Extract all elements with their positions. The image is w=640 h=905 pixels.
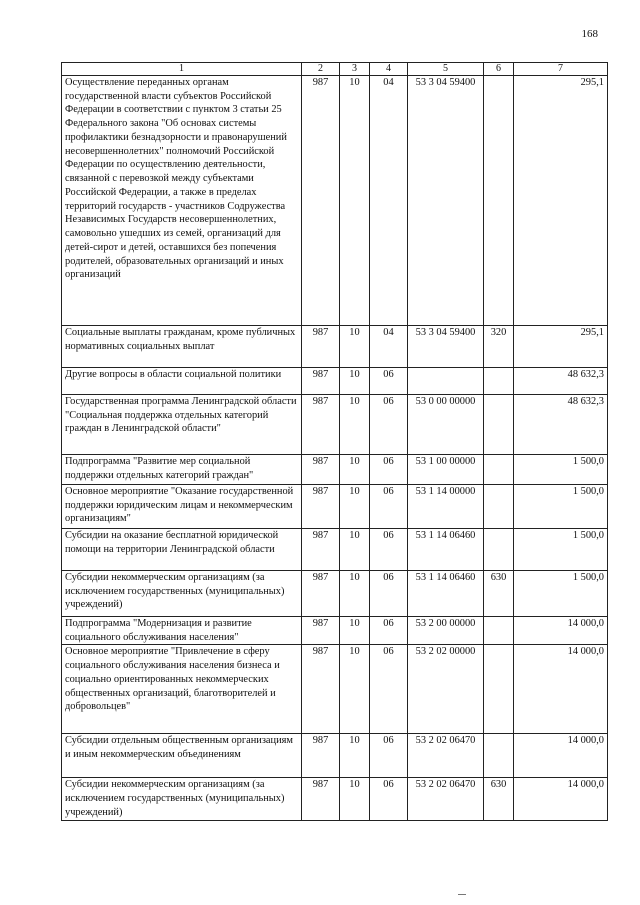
amount-cell: 48 632,3 xyxy=(514,395,608,455)
section-code-cell: 10 xyxy=(340,326,370,368)
table-header-row xyxy=(62,63,608,76)
amount-cell: 48 632,3 xyxy=(514,368,608,395)
expense-type-cell xyxy=(484,455,514,485)
expense-type-cell xyxy=(484,485,514,529)
target-article-cell: 53 1 14 06460 xyxy=(408,529,484,571)
ministry-code-cell: 987 xyxy=(302,734,340,778)
section-code-cell: 10 xyxy=(340,368,370,395)
subsection-code-cell: 06 xyxy=(370,395,408,455)
ministry-code-cell: 987 xyxy=(302,368,340,395)
amount-cell: 1 500,0 xyxy=(514,455,608,485)
subsection-code-cell: 06 xyxy=(370,778,408,821)
expense-type-cell xyxy=(484,645,514,734)
subsection-code-cell: 04 xyxy=(370,326,408,368)
ministry-code-cell: 987 xyxy=(302,455,340,485)
ministry-code-cell: 987 xyxy=(302,529,340,571)
row-name-cell: Подпрограмма "Модернизация и развитие социального обслуживания населения" xyxy=(62,617,302,645)
target-article-cell: 53 3 04 59400 xyxy=(408,76,484,326)
subsection-code-cell: 06 xyxy=(370,734,408,778)
expense-type-cell xyxy=(484,395,514,455)
expense-type-cell: 630 xyxy=(484,571,514,617)
table-row xyxy=(62,645,608,734)
section-code-cell: 10 xyxy=(340,734,370,778)
subsection-code-cell: 04 xyxy=(370,76,408,326)
expense-type-cell: 320 xyxy=(484,326,514,368)
table-row xyxy=(62,778,608,821)
page-number: 168 xyxy=(581,28,598,40)
row-name-cell: Основное мероприятие "Оказание государственной поддержки юридическим лицам и некоммерческим организациям" xyxy=(62,485,302,529)
subsection-code-cell: 06 xyxy=(370,571,408,617)
ministry-code-cell: 987 xyxy=(302,485,340,529)
section-code-cell: 10 xyxy=(340,76,370,326)
ministry-code-cell: 987 xyxy=(302,395,340,455)
row-name-cell: Подпрограмма "Развитие мер социальной поддержки отдельных категорий граждан" xyxy=(62,455,302,485)
target-article-cell: 53 1 14 06460 xyxy=(408,571,484,617)
section-code-cell: 10 xyxy=(340,395,370,455)
table-row xyxy=(62,734,608,778)
column-header-6: 6 xyxy=(484,63,514,76)
ministry-code-cell: 987 xyxy=(302,645,340,734)
target-article-cell xyxy=(408,368,484,395)
target-article-cell: 53 1 14 00000 xyxy=(408,485,484,529)
section-code-cell: 10 xyxy=(340,455,370,485)
ministry-code-cell: 987 xyxy=(302,76,340,326)
ministry-code-cell: 987 xyxy=(302,571,340,617)
target-article-cell: 53 1 00 00000 xyxy=(408,455,484,485)
footer-mark xyxy=(458,894,466,895)
ministry-code-cell: 987 xyxy=(302,778,340,821)
amount-cell: 14 000,0 xyxy=(514,645,608,734)
amount-cell: 14 000,0 xyxy=(514,617,608,645)
subsection-code-cell: 06 xyxy=(370,368,408,395)
table-row xyxy=(62,617,608,645)
section-code-cell: 10 xyxy=(340,529,370,571)
table-row xyxy=(62,368,608,395)
table-row xyxy=(62,571,608,617)
amount-cell: 295,1 xyxy=(514,326,608,368)
amount-cell: 1 500,0 xyxy=(514,485,608,529)
table-row xyxy=(62,455,608,485)
subsection-code-cell: 06 xyxy=(370,485,408,529)
section-code-cell: 10 xyxy=(340,778,370,821)
amount-cell: 295,1 xyxy=(514,76,608,326)
column-header-1: 1 xyxy=(62,63,302,76)
target-article-cell: 53 2 02 06470 xyxy=(408,734,484,778)
amount-cell: 1 500,0 xyxy=(514,529,608,571)
ministry-code-cell: 987 xyxy=(302,617,340,645)
amount-cell: 1 500,0 xyxy=(514,571,608,617)
expense-type-cell xyxy=(484,734,514,778)
expense-type-cell xyxy=(484,368,514,395)
target-article-cell: 53 2 02 06470 xyxy=(408,778,484,821)
target-article-cell: 53 2 00 00000 xyxy=(408,617,484,645)
section-code-cell: 10 xyxy=(340,571,370,617)
expense-type-cell: 630 xyxy=(484,778,514,821)
ministry-code-cell: 987 xyxy=(302,326,340,368)
table-body xyxy=(62,76,608,821)
expense-type-cell xyxy=(484,529,514,571)
section-code-cell: 10 xyxy=(340,485,370,529)
column-header-5: 5 xyxy=(408,63,484,76)
subsection-code-cell: 06 xyxy=(370,617,408,645)
table-row xyxy=(62,76,608,326)
table-row xyxy=(62,326,608,368)
subsection-code-cell: 06 xyxy=(370,455,408,485)
subsection-code-cell: 06 xyxy=(370,645,408,734)
target-article-cell: 53 2 02 00000 xyxy=(408,645,484,734)
expense-type-cell xyxy=(484,617,514,645)
section-code-cell: 10 xyxy=(340,617,370,645)
row-name-cell: Основное мероприятие "Привлечение в сферу социального обслуживания населения бизнеса и социально ориентированных некоммерческих общественных организаций, благотворителей и добровольцев" xyxy=(62,645,302,734)
row-name-cell: Субсидии некоммерческим организациям (за исключением государственных (муниципальных) учреждений) xyxy=(62,571,302,617)
expense-type-cell xyxy=(484,76,514,326)
row-name-cell: Государственная программа Ленинградской области "Социальная поддержка отдельных категорий граждан в Ленинградской области" xyxy=(62,395,302,455)
amount-cell: 14 000,0 xyxy=(514,734,608,778)
column-header-4: 4 xyxy=(370,63,408,76)
budget-table xyxy=(61,62,608,821)
column-header-7: 7 xyxy=(514,63,608,76)
table-row xyxy=(62,529,608,571)
row-name-cell: Субсидии некоммерческим организациям (за исключением государственных (муниципальных) учреждений) xyxy=(62,778,302,821)
row-name-cell: Другие вопросы в области социальной политики xyxy=(62,368,302,395)
row-name-cell: Осуществление переданных органам государственной власти субъектов Российской Федерации в соответствии с пунктом 3 статьи 25 Федерального закона "Об основах системы профилактики безнадзорности и правонарушений несовершеннолетних" полномочий Российской Федерации по осуществлению деятельности, связанной с перевозкой между субъектами Российской Федерации, а также в пределах территорий государств - участников Содружества Независимых Государств несовершеннолетних, самовольно ушедших из семей, организаций для детей-сирот и детей, оставшихся без попечения родителей, образовательных организаций и иных организаций xyxy=(62,76,302,326)
column-header-2: 2 xyxy=(302,63,340,76)
section-code-cell: 10 xyxy=(340,645,370,734)
row-name-cell: Субсидии на оказание бесплатной юридической помощи на территории Ленинградской области xyxy=(62,529,302,571)
table-row xyxy=(62,395,608,455)
subsection-code-cell: 06 xyxy=(370,529,408,571)
target-article-cell: 53 0 00 00000 xyxy=(408,395,484,455)
target-article-cell: 53 3 04 59400 xyxy=(408,326,484,368)
row-name-cell: Социальные выплаты гражданам, кроме публичных нормативных социальных выплат xyxy=(62,326,302,368)
column-header-3: 3 xyxy=(340,63,370,76)
table-row xyxy=(62,485,608,529)
amount-cell: 14 000,0 xyxy=(514,778,608,821)
row-name-cell: Субсидии отдельным общественным организациям и иным некоммерческим объединениям xyxy=(62,734,302,778)
